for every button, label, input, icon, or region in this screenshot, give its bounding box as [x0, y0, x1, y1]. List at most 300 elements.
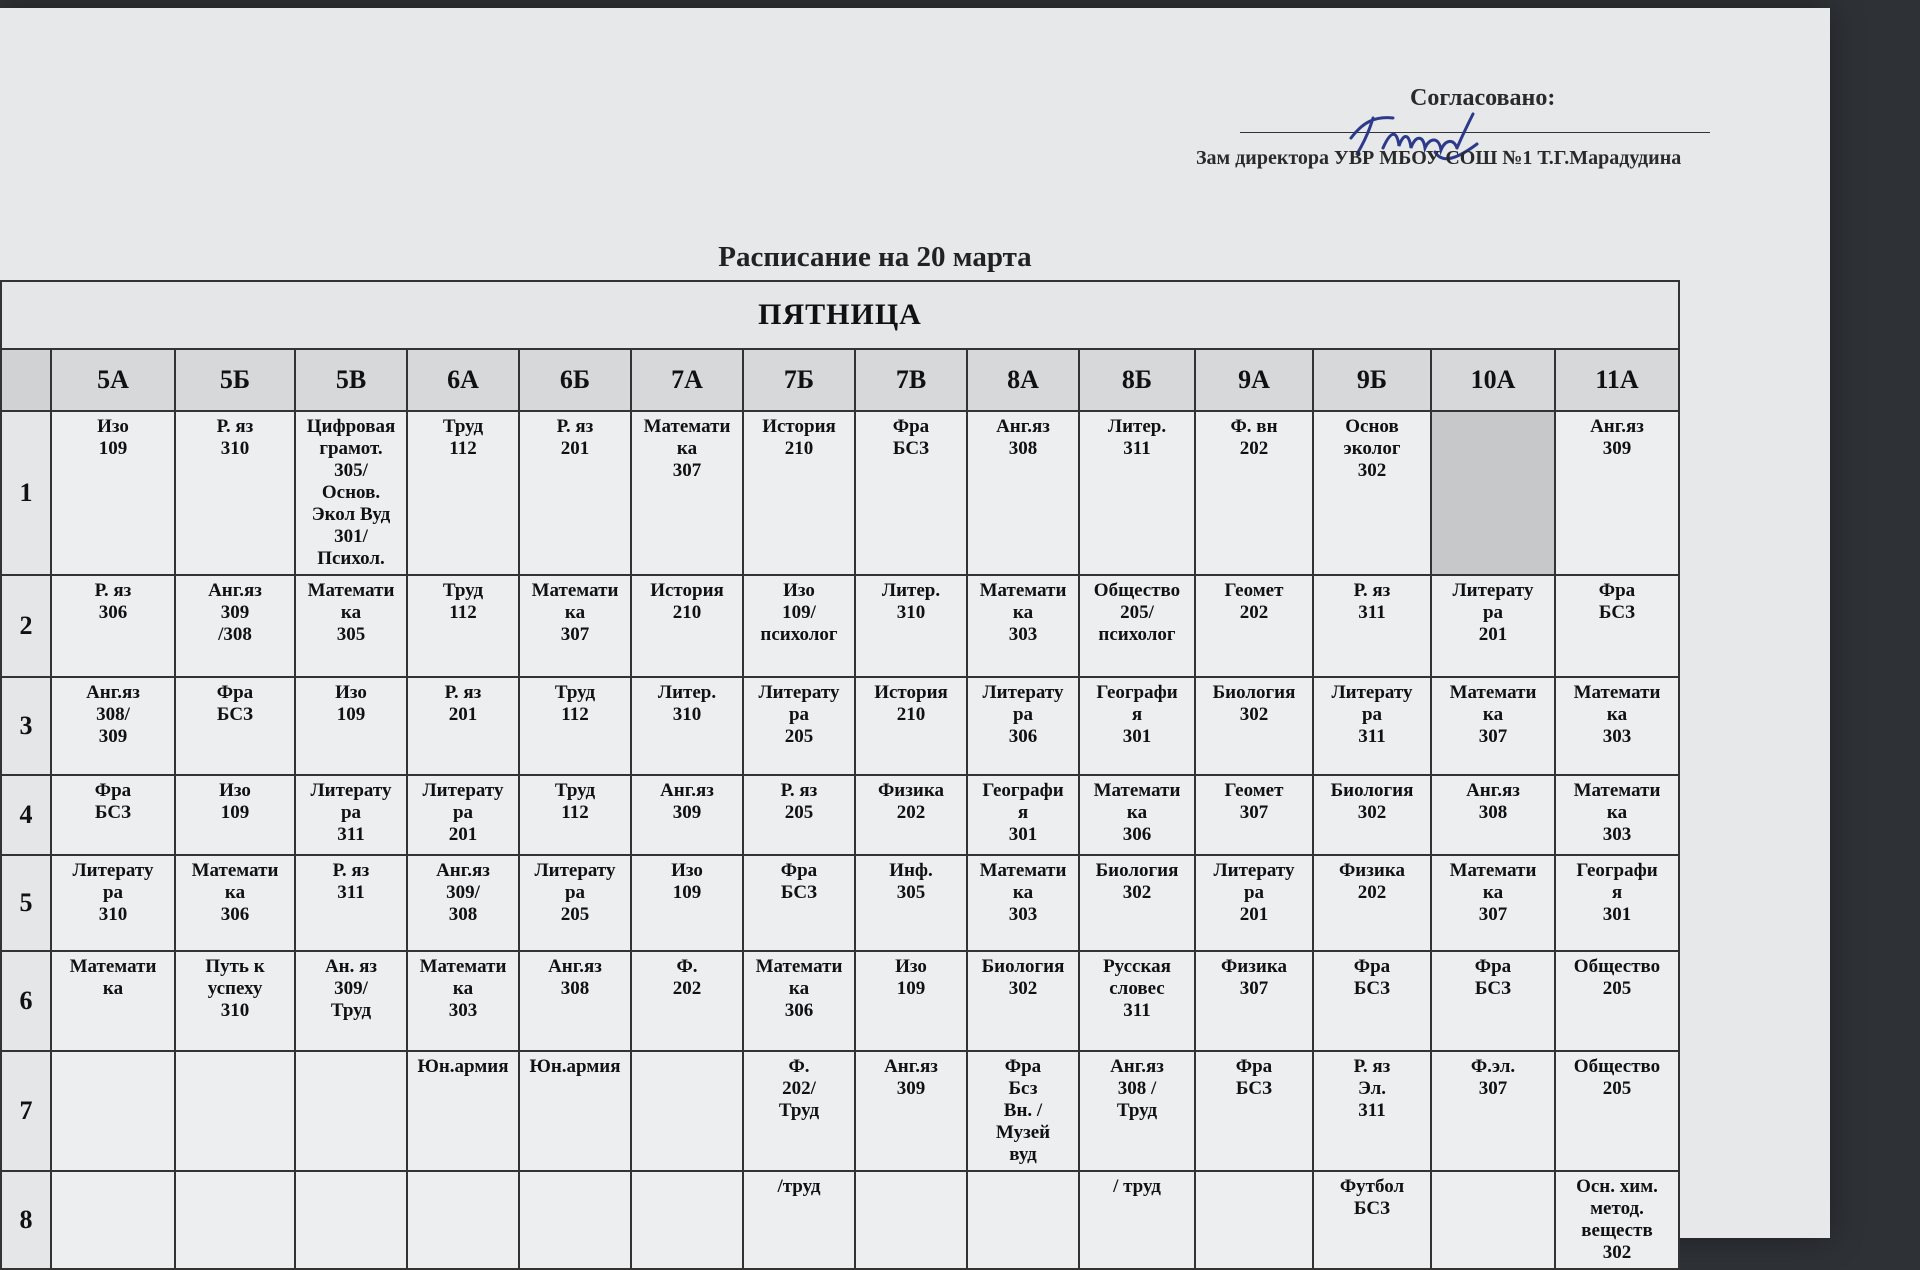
cell-text: Изо — [671, 860, 703, 881]
cell-text: БСЗ — [1474, 978, 1512, 999]
cell-text: 307 — [1478, 726, 1508, 747]
class-header: 9А — [1195, 349, 1313, 411]
class-header: 7Б — [743, 349, 855, 411]
cell-text: 309/ — [446, 882, 480, 903]
cell-text: 210 — [784, 438, 814, 459]
cell-text: 311 — [1123, 438, 1151, 459]
schedule-table — [0, 280, 1680, 1270]
cell-text: 302 — [1008, 978, 1038, 999]
cell-text: 307 — [672, 460, 702, 481]
schedule-cell — [743, 411, 855, 575]
class-header: 5В — [295, 349, 407, 411]
schedule-cell — [407, 1051, 519, 1171]
cell-text: БСЗ — [780, 882, 818, 903]
cell-text: 205 — [784, 802, 814, 823]
cell-text: 306 — [98, 602, 128, 623]
cell-text: Труд — [1116, 1100, 1158, 1121]
corner-cell — [1, 349, 51, 411]
schedule-cell — [743, 855, 855, 951]
cell-text: Литерату — [310, 780, 392, 801]
cell-text: ка — [564, 602, 586, 623]
schedule-cell — [175, 1051, 295, 1171]
lesson-number: 8 — [1, 1171, 51, 1269]
cell-text: Фра — [1598, 580, 1636, 601]
cell-text: Цифровая — [306, 416, 396, 437]
schedule-cell — [1079, 855, 1195, 951]
cell-text: 202 — [1357, 882, 1387, 903]
cell-text: успеху — [207, 978, 263, 999]
cell-text: 306 — [1008, 726, 1038, 747]
schedule-cell — [855, 1051, 967, 1171]
cell-text: Математи — [307, 580, 395, 601]
cell-text: 301/ — [334, 526, 368, 547]
schedule-cell — [1431, 775, 1555, 855]
cell-text: Физика — [877, 780, 944, 801]
schedule-cell — [407, 1171, 519, 1269]
cell-text: 306 — [220, 904, 250, 925]
class-header: 10А — [1431, 349, 1555, 411]
schedule-cell — [1195, 411, 1313, 575]
cell-text: ра — [102, 882, 124, 903]
cell-text: 309 — [1602, 438, 1632, 459]
schedule-cell — [967, 951, 1079, 1051]
cell-text: 109 — [98, 438, 128, 459]
cell-text: Физика — [1220, 956, 1287, 977]
cell-text: эколог — [1343, 438, 1401, 459]
cell-text: 309 — [672, 802, 702, 823]
cell-text: Анг.яз — [86, 682, 140, 703]
cell-text: 201 — [448, 824, 478, 845]
cell-text: ра — [452, 802, 474, 823]
schedule-cell — [1313, 411, 1431, 575]
cell-text: 307 — [560, 624, 590, 645]
schedule-cell — [1079, 575, 1195, 677]
cell-text: 302 — [1357, 802, 1387, 823]
cell-text: Фра — [94, 780, 132, 801]
schedule-cell — [1195, 775, 1313, 855]
class-header: 8А — [967, 349, 1079, 411]
cell-text: 202 — [1239, 602, 1269, 623]
cell-text: Анг.яз — [660, 780, 714, 801]
cell-text: Р. яз — [94, 580, 132, 601]
lesson-row — [1, 951, 1679, 1051]
cell-text: 109 — [336, 704, 366, 725]
schedule-cell — [1195, 677, 1313, 775]
class-header: 9Б — [1313, 349, 1431, 411]
schedule-cell — [1195, 1051, 1313, 1171]
schedule-cell — [855, 1171, 967, 1269]
schedule-cell — [1195, 855, 1313, 951]
cell-text: Ф. вн — [1230, 416, 1278, 437]
cell-text: Математи — [191, 860, 279, 881]
cell-text: Фра — [892, 416, 930, 437]
cell-text: БСЗ — [1235, 1078, 1273, 1099]
cell-text: 302 — [1357, 460, 1387, 481]
schedule-cell — [855, 951, 967, 1051]
approver-position: Зам директора УВР МБОУ СОШ №1 Т.Г.Марадудина — [1196, 147, 1682, 169]
lesson-row — [1, 1171, 1679, 1269]
lesson-row — [1, 775, 1679, 855]
schedule-cell — [1431, 677, 1555, 775]
schedule-cell — [1195, 951, 1313, 1051]
cell-text: ка — [676, 438, 698, 459]
cell-text: 308 — [1008, 438, 1038, 459]
cell-text: Геомет — [1224, 780, 1284, 801]
cell-text: Биология — [1095, 860, 1179, 881]
cell-text: Общество — [1573, 1056, 1661, 1077]
schedule-cell — [743, 951, 855, 1051]
cell-text: 205 — [1602, 978, 1632, 999]
cell-text: Математи — [419, 956, 507, 977]
cell-text: 302 — [1239, 704, 1269, 725]
cell-text: История — [874, 682, 948, 703]
schedule-cell — [1431, 575, 1555, 677]
cell-text: 307 — [1239, 802, 1269, 823]
cell-text: 109/ — [782, 602, 816, 623]
cell-text: 308 — [560, 978, 590, 999]
schedule-cell — [51, 677, 175, 775]
schedule-cell — [295, 1171, 407, 1269]
schedule-cell — [407, 775, 519, 855]
cell-text: Географи — [982, 780, 1064, 801]
approval-block — [1190, 80, 1710, 200]
schedule-cell — [967, 575, 1079, 677]
cell-text: 307 — [1239, 978, 1269, 999]
cell-text: Геомет — [1224, 580, 1284, 601]
schedule-cell — [1195, 1171, 1313, 1269]
lesson-row — [1, 1051, 1679, 1171]
cell-text: Инф. — [889, 860, 933, 881]
cell-text: 302 — [1122, 882, 1152, 903]
cell-text: Юн.армия — [529, 1056, 621, 1077]
schedule-cell — [1313, 1171, 1431, 1269]
cell-text: 311 — [1123, 1000, 1151, 1021]
schedule-cell — [519, 855, 631, 951]
cell-text: я — [1131, 704, 1143, 725]
cell-text: ра — [564, 882, 586, 903]
schedule-cell — [175, 1171, 295, 1269]
schedule-cell — [967, 1051, 1079, 1171]
document-title: Расписание на 20 марта — [718, 241, 1032, 273]
cell-text: История — [762, 416, 836, 437]
cell-text: Литерату — [982, 682, 1064, 703]
cell-text: ка — [1606, 802, 1628, 823]
cell-text: ра — [788, 704, 810, 725]
cell-text: / труд — [1113, 1176, 1161, 1197]
cell-text: Математи — [531, 580, 619, 601]
approval-heading: Согласовано: — [1410, 85, 1556, 111]
cell-text: БСЗ — [94, 802, 132, 823]
cell-text: 305/ — [334, 460, 368, 481]
cell-text: Вн. / — [1003, 1100, 1043, 1121]
cell-text: Математи — [1573, 682, 1661, 703]
cell-text: Анг.яз — [548, 956, 602, 977]
cell-text: 311 — [337, 824, 365, 845]
cell-text: Фра — [1353, 956, 1391, 977]
cell-text: Литерату — [1331, 682, 1413, 703]
cell-text: Русская — [1103, 956, 1171, 977]
cell-text: 308 — [1478, 802, 1508, 823]
cell-text: 112 — [561, 802, 589, 823]
cell-text: веществ — [1581, 1220, 1653, 1241]
cell-text: Труд — [554, 780, 596, 801]
cell-text: 303 — [1008, 904, 1038, 925]
cell-text: Биология — [1330, 780, 1414, 801]
cell-text: 310 — [220, 1000, 250, 1021]
schedule-cell — [631, 775, 743, 855]
cell-text: История — [650, 580, 724, 601]
schedule-cell — [519, 951, 631, 1051]
schedule-cell — [743, 775, 855, 855]
schedule-cell — [1079, 775, 1195, 855]
cell-text: Литерату — [1452, 580, 1534, 601]
cell-text: 305 — [896, 882, 926, 903]
schedule-cell — [295, 575, 407, 677]
cell-text: 305 — [336, 624, 366, 645]
cell-text: Юн.армия — [417, 1056, 509, 1077]
cell-text: БСЗ — [1353, 1198, 1391, 1219]
schedule-cell — [855, 775, 967, 855]
lesson-number: 6 — [1, 951, 51, 1051]
schedule-cell — [407, 677, 519, 775]
schedule-cell — [407, 575, 519, 677]
cell-text: Математи — [1449, 860, 1537, 881]
schedule-cell — [1079, 677, 1195, 775]
cell-text: Математи — [1449, 682, 1537, 703]
cell-text: 201 — [560, 438, 590, 459]
cell-text: 301 — [1008, 824, 1038, 845]
schedule-cell — [295, 411, 407, 575]
schedule-cell — [743, 677, 855, 775]
schedule-cell — [855, 411, 967, 575]
cell-text: Географи — [1576, 860, 1658, 881]
cell-text: БСЗ — [892, 438, 930, 459]
cell-text: Математи — [755, 956, 843, 977]
cell-text: Труд — [778, 1100, 820, 1121]
schedule-cell — [855, 575, 967, 677]
cell-text: Физика — [1338, 860, 1405, 881]
schedule-cell — [1431, 855, 1555, 951]
schedule-cell — [1431, 951, 1555, 1051]
schedule-cell — [51, 575, 175, 677]
schedule-cell — [1431, 1051, 1555, 1171]
schedule-cell — [1555, 677, 1679, 775]
cell-text: Основ. — [321, 482, 381, 503]
schedule-cell — [407, 855, 519, 951]
cell-text: Р. яз — [444, 682, 482, 703]
schedule-cell — [51, 1171, 175, 1269]
cell-text: Математи — [979, 580, 1067, 601]
day-header: ПЯТНИЦА — [1, 281, 1679, 349]
cell-text: Литер. — [657, 682, 717, 703]
cell-text: Биология — [1212, 682, 1296, 703]
schedule-cell — [175, 575, 295, 677]
cell-text: Анг.яз — [1466, 780, 1520, 801]
cell-text: 310 — [98, 904, 128, 925]
schedule-cell — [631, 1171, 743, 1269]
schedule-cell — [631, 1051, 743, 1171]
cell-text: 302 — [1602, 1242, 1632, 1263]
cell-text: Ф. — [676, 956, 698, 977]
cell-text: я — [1611, 882, 1623, 903]
schedule-cell — [1555, 575, 1679, 677]
schedule-cell — [295, 775, 407, 855]
lesson-row — [1, 855, 1679, 951]
schedule-cell — [407, 411, 519, 575]
cell-text: 109 — [220, 802, 250, 823]
cell-text: Математи — [69, 956, 157, 977]
cell-text: Р. яз — [556, 416, 594, 437]
schedule-cell — [295, 855, 407, 951]
cell-text: 310 — [896, 602, 926, 623]
schedule-cell — [1555, 775, 1679, 855]
cell-text: Анг.яз — [1110, 1056, 1164, 1077]
cell-text: 303 — [1602, 726, 1632, 747]
cell-text: ра — [340, 802, 362, 823]
schedule-cell — [175, 951, 295, 1051]
schedule-cell — [1313, 775, 1431, 855]
schedule-cell — [295, 677, 407, 775]
cell-text: 311 — [337, 882, 365, 903]
schedule-cell — [631, 677, 743, 775]
schedule-cell — [967, 775, 1079, 855]
schedule-cell — [743, 1051, 855, 1171]
cell-text: Труд — [554, 682, 596, 703]
cell-text: 301 — [1602, 904, 1632, 925]
cell-text: Основ — [1345, 416, 1399, 437]
cell-text: ка — [788, 978, 810, 999]
cell-text: Математи — [1093, 780, 1181, 801]
cell-text: Общество — [1573, 956, 1661, 977]
cell-text: Математи — [643, 416, 731, 437]
cell-text: Ф.эл. — [1470, 1056, 1516, 1077]
schedule-cell — [1079, 1171, 1195, 1269]
schedule-cell — [519, 575, 631, 677]
schedule-cell — [631, 411, 743, 575]
cell-text: Литерату — [534, 860, 616, 881]
cell-text: 112 — [449, 438, 477, 459]
cell-text: психолог — [1098, 624, 1176, 645]
cell-text: 202 — [896, 802, 926, 823]
cell-text: 311 — [1358, 1100, 1386, 1121]
cell-text: Ан. яз — [324, 956, 378, 977]
cell-text: 310 — [672, 704, 702, 725]
schedule-cell — [51, 1051, 175, 1171]
cell-text: Фра — [216, 682, 254, 703]
class-header: 6Б — [519, 349, 631, 411]
cell-text: БСЗ — [1353, 978, 1391, 999]
schedule-cell — [631, 855, 743, 951]
cell-text: Биология — [981, 956, 1065, 977]
cell-text: Путь к — [205, 956, 265, 977]
cell-text: ра — [1361, 704, 1383, 725]
cell-text: /308 — [218, 624, 252, 645]
cell-text: Фра — [780, 860, 818, 881]
cell-text: Изо — [97, 416, 129, 437]
schedule-cell — [519, 775, 631, 855]
schedule-cell — [519, 1051, 631, 1171]
cell-text: Географи — [1096, 682, 1178, 703]
cell-text: 112 — [561, 704, 589, 725]
schedule-cell — [51, 951, 175, 1051]
cell-text: Общество — [1093, 580, 1181, 601]
lesson-row — [1, 411, 1679, 575]
cell-text: Анг.яз — [884, 1056, 938, 1077]
schedule-cell — [967, 855, 1079, 951]
cell-text: я — [1017, 802, 1029, 823]
class-header: 6А — [407, 349, 519, 411]
cell-text: Изо — [219, 780, 251, 801]
cell-text: ка — [102, 978, 124, 999]
cell-text: Математи — [979, 860, 1067, 881]
cell-text: психолог — [760, 624, 838, 645]
cell-text: Фра — [1235, 1056, 1273, 1077]
cell-text: Р. яз — [216, 416, 254, 437]
cell-text: Литерату — [422, 780, 504, 801]
cell-text: ка — [340, 602, 362, 623]
lesson-row — [1, 575, 1679, 677]
cell-text: 301 — [1122, 726, 1152, 747]
schedule-cell — [967, 1171, 1079, 1269]
cell-text: грамот. — [319, 438, 383, 459]
cell-text: 303 — [1008, 624, 1038, 645]
lesson-number: 1 — [1, 411, 51, 575]
cell-text: ка — [224, 882, 246, 903]
cell-text: Анг.яз — [208, 580, 262, 601]
schedule-cell — [1313, 575, 1431, 677]
schedule-cell — [519, 1171, 631, 1269]
cell-text: БСЗ — [1598, 602, 1636, 623]
cell-text: 307 — [1478, 904, 1508, 925]
cell-text: Литерату — [72, 860, 154, 881]
lesson-number: 2 — [1, 575, 51, 677]
cell-text: 309 — [98, 726, 128, 747]
lesson-number: 7 — [1, 1051, 51, 1171]
class-header: 7В — [855, 349, 967, 411]
cell-text: Р. яз — [332, 860, 370, 881]
lesson-number: 5 — [1, 855, 51, 951]
cell-text: ка — [1482, 704, 1504, 725]
cell-text: 309/ — [334, 978, 368, 999]
cell-text: Литер. — [1107, 416, 1167, 437]
schedule-cell — [1079, 411, 1195, 575]
cell-text: 306 — [1122, 824, 1152, 845]
class-header: 11А — [1555, 349, 1679, 411]
cell-text: 202 — [1239, 438, 1269, 459]
cell-text: 210 — [896, 704, 926, 725]
cell-text: словес — [1109, 978, 1165, 999]
cell-text: Р. яз — [1353, 1056, 1391, 1077]
schedule-cell — [1431, 1171, 1555, 1269]
cell-text: Труд — [442, 416, 484, 437]
lesson-number: 3 — [1, 677, 51, 775]
schedule-cell — [1313, 951, 1431, 1051]
cell-text: ка — [452, 978, 474, 999]
cell-text: ка — [1126, 802, 1148, 823]
cell-text: 201 — [1478, 624, 1508, 645]
cell-text: 303 — [448, 1000, 478, 1021]
schedule-cell — [1313, 855, 1431, 951]
cell-text: 109 — [896, 978, 926, 999]
cell-text: 112 — [449, 602, 477, 623]
cell-text: Р. яз — [780, 780, 818, 801]
cell-text: 202/ — [782, 1078, 816, 1099]
cell-text: ка — [1012, 882, 1034, 903]
cell-text: Музей — [995, 1122, 1051, 1143]
schedule-cell — [1555, 411, 1679, 575]
cell-text: Р. яз — [1353, 580, 1391, 601]
cell-text: Литерату — [758, 682, 840, 703]
